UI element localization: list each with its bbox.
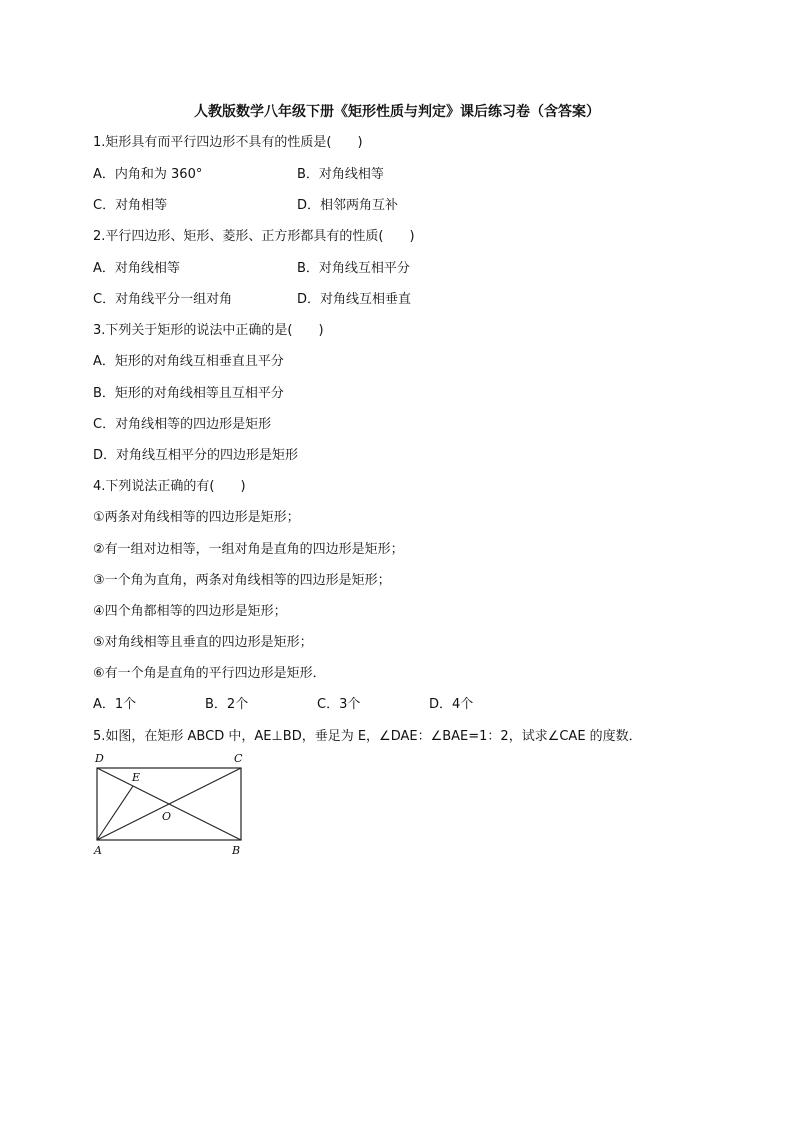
rectangle-figure (88, 748, 258, 860)
question-4-option-a: A．1个 (93, 697, 137, 712)
question-4-statement-4: ④四个角都相等的四边形是矩形； (93, 604, 287, 619)
question-2-option-a: A．对角线相等 (93, 261, 180, 276)
question-3-option-d: D．对角线互相平分的四边形是矩形 (93, 448, 299, 463)
page-title: 人教版数学八年级下册《矩形性质与判定》课后练习卷（含答案） (194, 104, 600, 120)
question-1-option-d: D．相邻两角互补 (297, 198, 399, 213)
question-3-option-b: B．矩形的对角线相等且互相平分 (93, 386, 284, 401)
question-1-stem: 1.矩形具有而平行四边形不具有的性质是( ) (93, 135, 363, 150)
question-1-option-a: A．内角和为 360° (93, 167, 203, 182)
label-e: E (132, 771, 141, 784)
question-2-option-c: C．对角线平分一组对角 (93, 292, 233, 307)
question-1-option-c: C．对角相等 (93, 198, 168, 213)
question-4-stem: 4.下列说法正确的有( ) (93, 479, 246, 494)
question-4-option-d: D．4个 (429, 697, 474, 712)
question-3-option-c: C．对角线相等的四边形是矩形 (93, 417, 272, 432)
question-2-stem: 2.平行四边形、矩形、菱形、正方形都具有的性质( ) (93, 229, 415, 244)
question-3-option-a: A．矩形的对角线互相垂直且平分 (93, 354, 284, 369)
label-o: O (162, 810, 172, 823)
question-5-stem: 5.如图，在矩形 ABCD 中，AE⊥BD，垂足为 E，∠DAE：∠BAE=1：2，试求∠CAE 的度数． (93, 729, 642, 744)
question-4-option-b: B．2个 (205, 697, 249, 712)
question-4-statement-3: ③一个角为直角，两条对角线相等的四边形是矩形； (93, 573, 391, 588)
question-3-stem: 3.下列关于矩形的说法中正确的是( ) (93, 323, 324, 338)
question-4-option-c: C．3个 (317, 697, 361, 712)
question-1-option-b: B．对角线相等 (297, 167, 384, 182)
label-b: B (232, 844, 241, 857)
question-4-statement-1: ①两条对角线相等的四边形是矩形； (93, 510, 300, 525)
question-2-option-b: B．对角线互相平分 (297, 261, 410, 276)
segment-ae (97, 786, 133, 840)
question-4-statement-2: ②有一组对边相等，一组对角是直角的四边形是矩形； (93, 542, 404, 557)
label-c: C (234, 752, 243, 765)
label-a: A (94, 844, 102, 857)
question-4-statement-6: ⑥有一个角是直角的平行四边形是矩形． (93, 666, 326, 681)
label-d: D (95, 752, 104, 765)
question-2-option-d: D．对角线互相垂直 (297, 292, 412, 307)
question-4-statement-5: ⑤对角线相等且垂直的四边形是矩形； (93, 635, 313, 650)
